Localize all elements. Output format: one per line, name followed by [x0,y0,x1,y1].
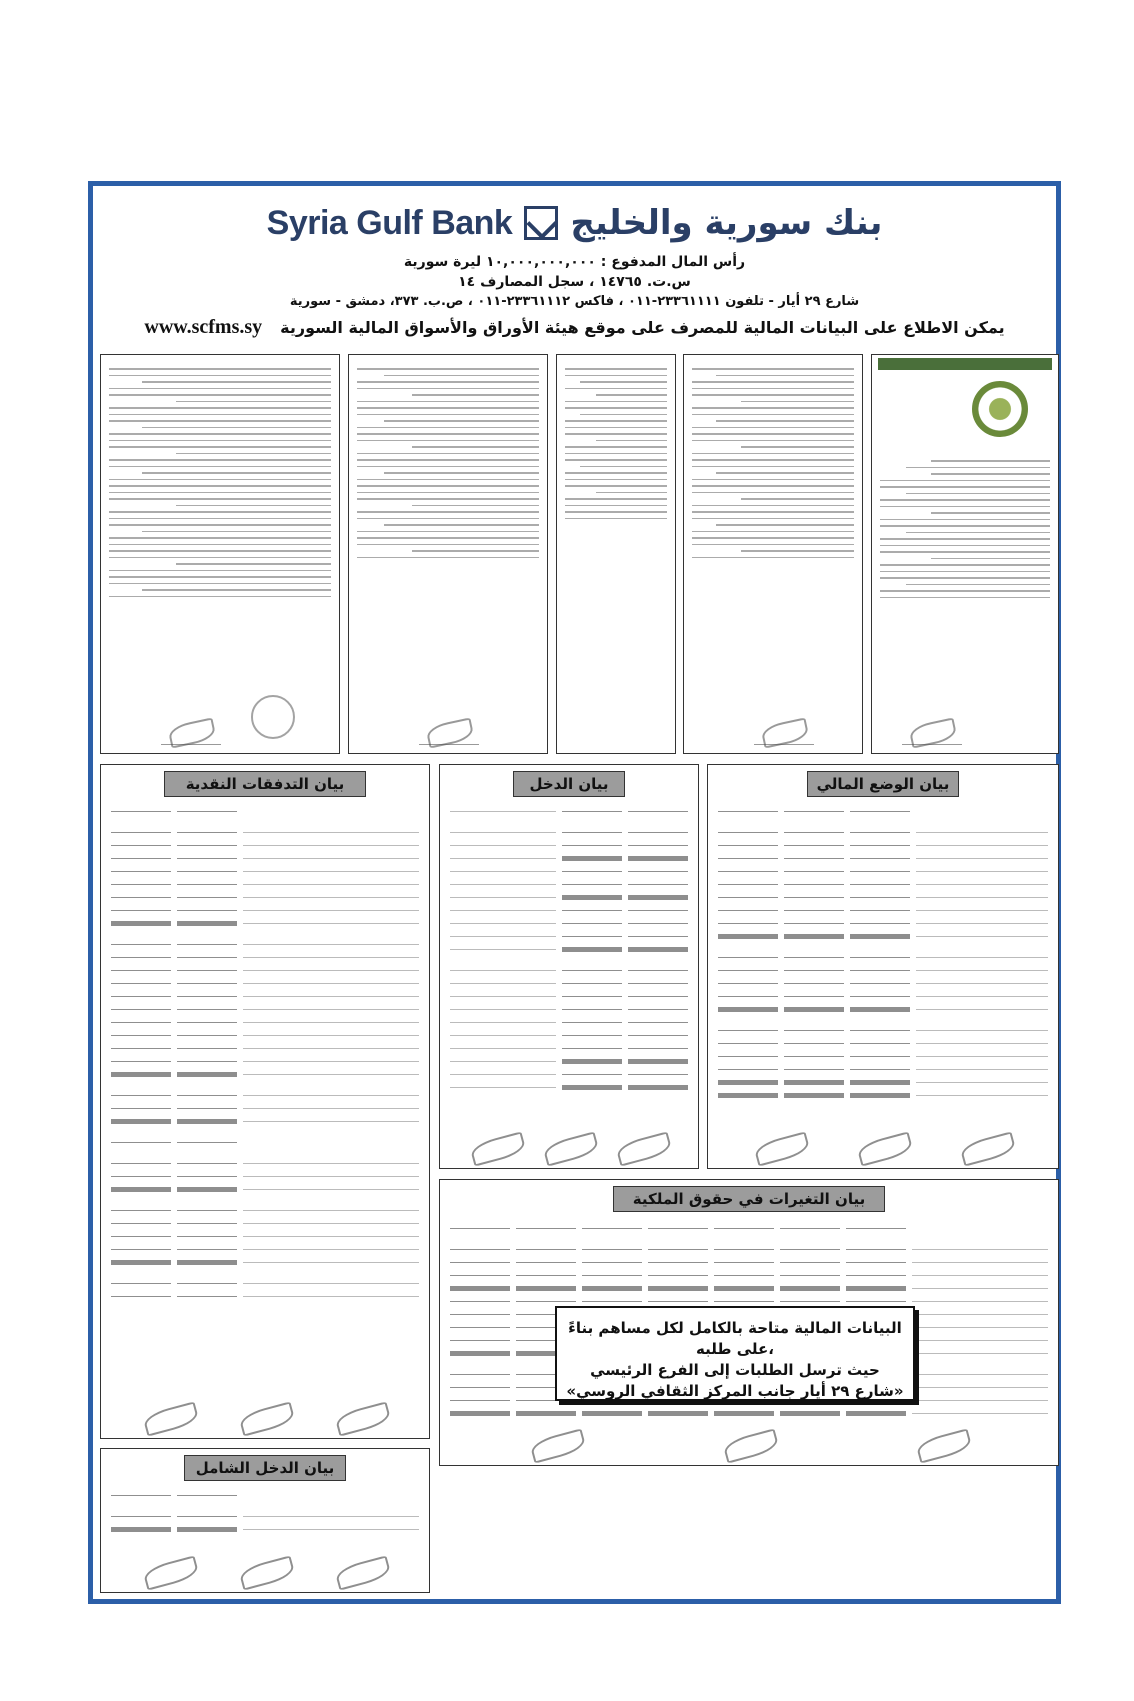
signature [134,1402,204,1432]
notice-line-3: «شارع ٢٩ أيار جانب المركز الثقافي الروسي» [566,1382,904,1400]
comprehensive-income-table [111,1489,419,1536]
auditor-signature [902,718,962,745]
address-line: شارع ٢٩ أيار - تلفون ٢٣٣٦١١١١-٠١١ ، فاكس ٢٣٣٦١١١٢-٠١١ ، ص.ب. ٣٧٣، دمشق - سورية [289,294,860,309]
signatures [121,1556,409,1586]
bank-brand [93,198,1056,248]
website-notice [93,316,1056,339]
statement-title: بيان التدفقات النقدية [164,771,366,797]
signatures [460,1132,678,1162]
financial-position-table [718,805,1048,1102]
income-table [450,805,688,1094]
website-url[interactable]: www.scfms.sy [144,316,263,338]
auditor-signature [161,718,221,745]
signature [230,1402,300,1432]
website-notice-text: يمكن الاطلاع على البيانات المالية للمصرف على موقع هيئة الأوراق والأسواق المالية السورية [280,318,1005,337]
capital-line: رأس المال المدفوع : ١٠,٠٠٠,٠٠٠,٠٠٠ ليرة سورية [403,254,746,270]
signatures [460,1429,1038,1459]
auditor-report-page-2 [683,354,863,754]
signature [534,1132,604,1162]
signature [951,1132,1021,1162]
signature [521,1429,591,1459]
cash-flows-statement [100,764,430,1439]
signature [848,1132,918,1162]
brand-name-en: Syria Gulf Bank [266,203,513,242]
income-statement [439,764,699,1169]
statement-title: بيان الدخل الشامل [184,1455,346,1481]
signature [607,1132,677,1162]
signatures [121,1402,409,1432]
report-text [109,363,331,713]
auditor-signature [754,718,814,745]
notice-line-2: حيث ترسل الطلبات إلى الفرع الرئيسي [590,1361,880,1379]
report-text [880,455,1050,713]
auditor-stamp [251,695,295,739]
availability-notice [555,1306,915,1401]
bank-logo-icon [524,206,558,240]
signatures [728,1132,1038,1162]
financial-position-statement [707,764,1059,1169]
auditor-header-bar [878,358,1052,370]
signature [907,1429,977,1459]
signature [326,1402,396,1432]
signature [461,1132,531,1162]
auditor-report-page-5 [100,354,340,754]
report-text [565,363,667,713]
signature [745,1132,815,1162]
auditor-report-page-3 [556,354,676,754]
comprehensive-income-statement [100,1448,430,1593]
notice-line-1: البيانات المالية متاحة بالكامل لكل مساهم بناءً على طلبه، [568,1319,902,1358]
signature [326,1556,396,1586]
auditor-report-page-1 [871,354,1059,754]
cash-flows-table [111,805,419,1303]
auditor-seal-icon [972,381,1028,437]
signature [230,1556,300,1586]
statement-title: بيان التغيرات في حقوق الملكية [613,1186,885,1212]
signature [134,1556,204,1586]
signature [714,1429,784,1459]
brand-name-ar: بنك سورية والخليج [570,203,883,243]
registry-line: س.ت. ١٤٧٦٥ ، سجل المصارف ١٤ [458,274,691,290]
report-text [692,363,854,713]
statement-title: بيان الدخل [513,771,625,797]
statement-title: بيان الوضع المالي [807,771,959,797]
